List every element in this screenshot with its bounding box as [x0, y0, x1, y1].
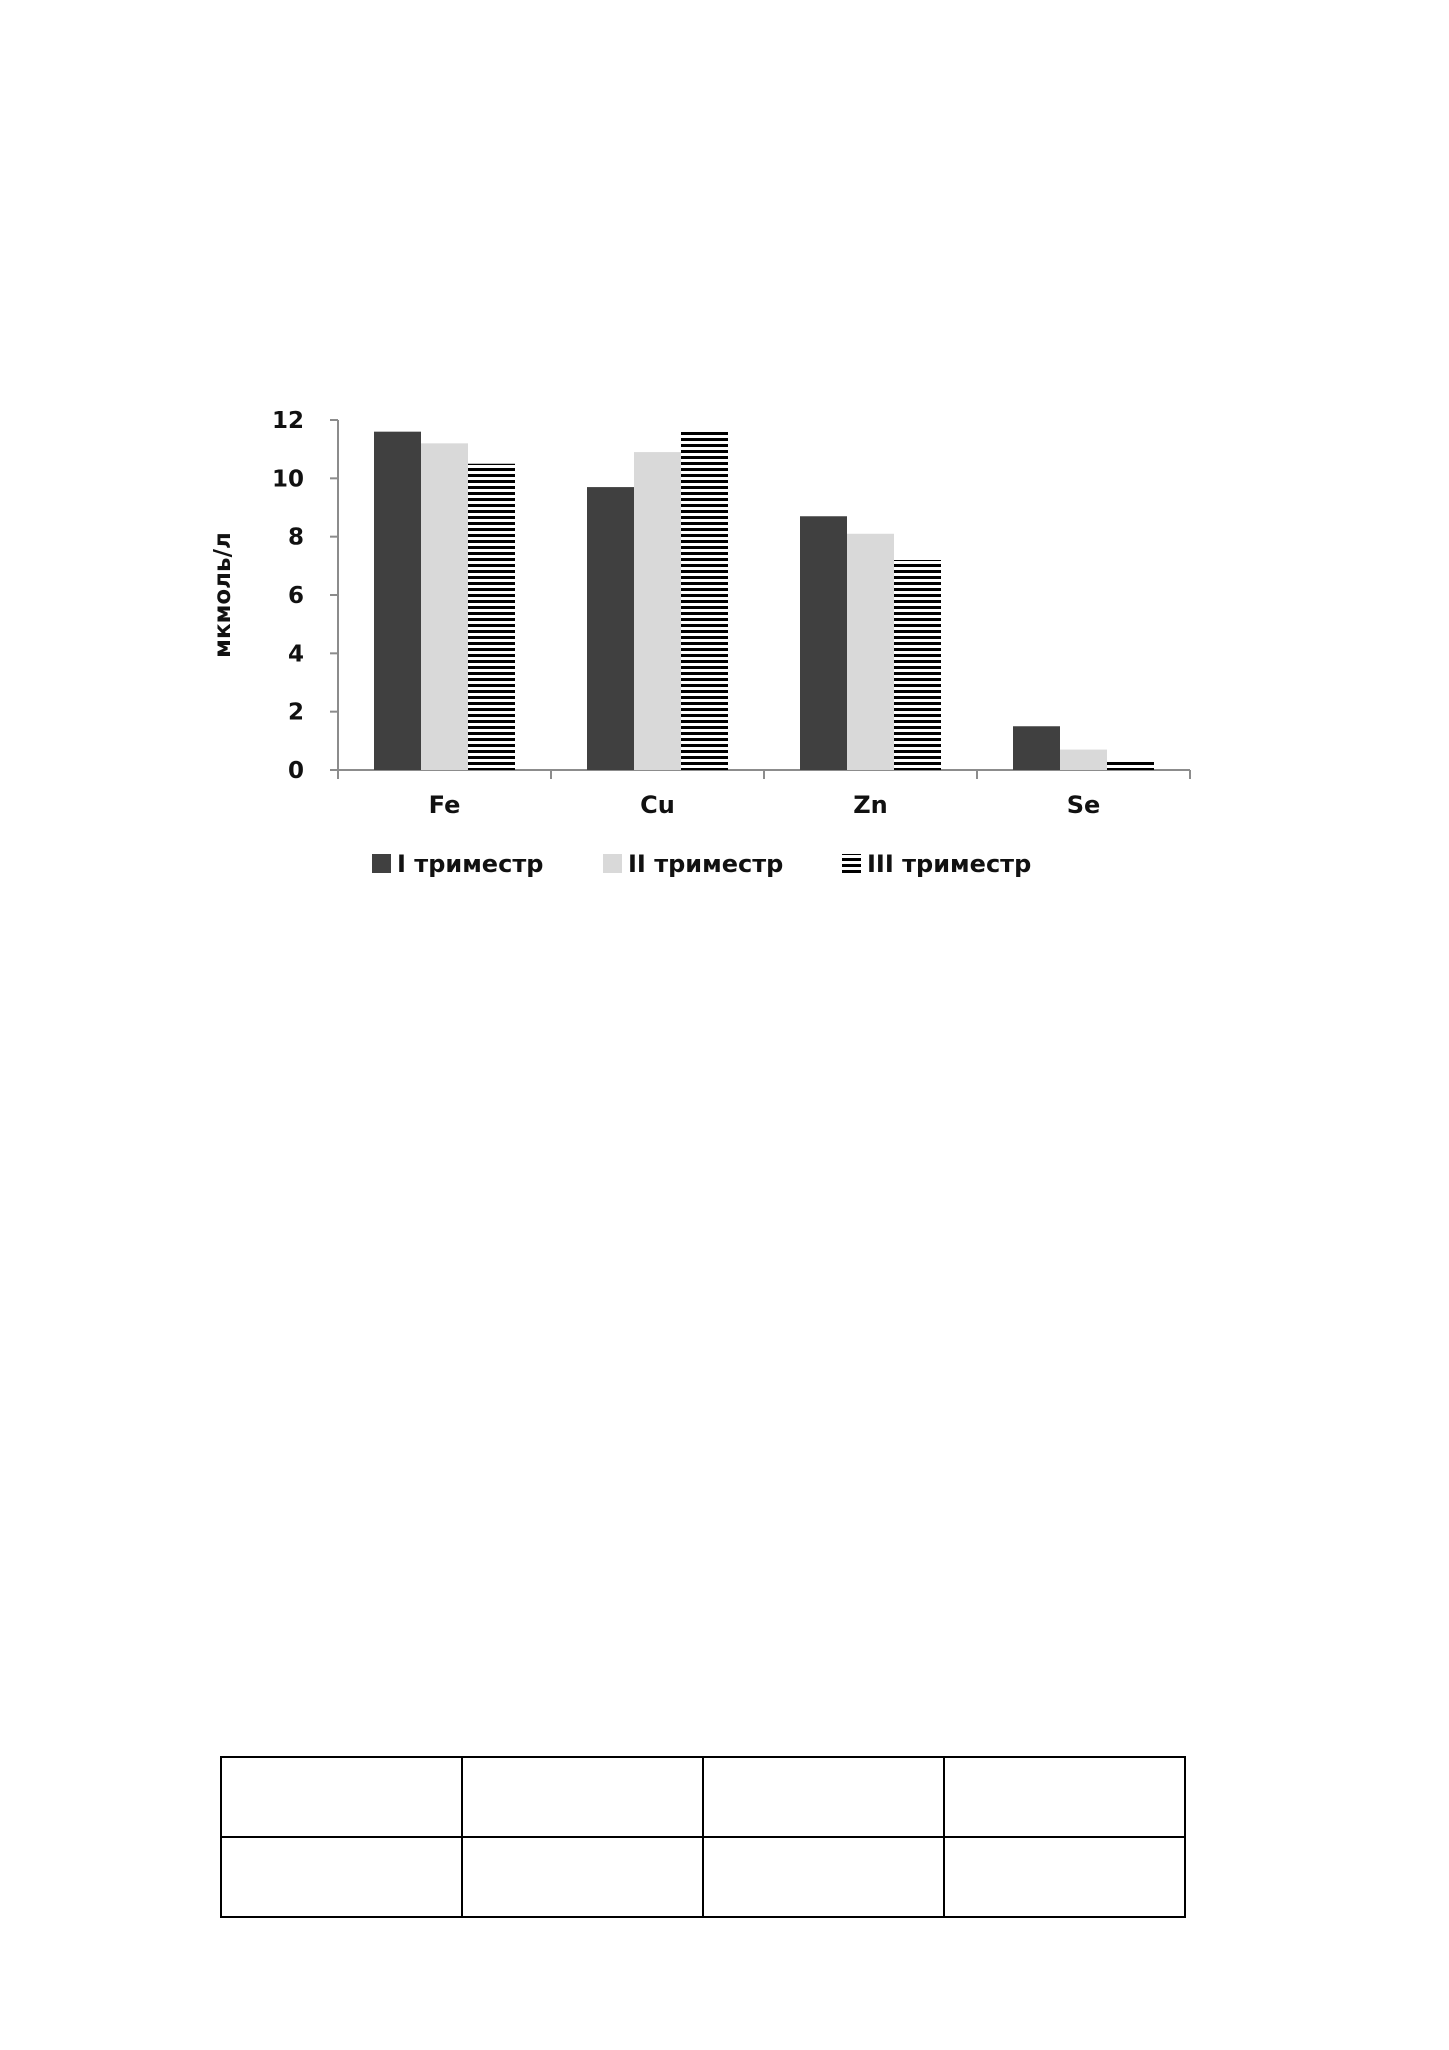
bar-fe-series-3 — [468, 464, 515, 770]
table-row — [221, 1837, 1185, 1917]
y-tick-label: 10 — [271, 466, 304, 493]
chart-legend — [372, 850, 1031, 878]
empty-table — [220, 1756, 1186, 1918]
bar-se-series-1 — [1013, 726, 1060, 770]
bar-cu-series-3 — [681, 432, 728, 770]
y-tick-label: 12 — [271, 408, 304, 434]
y-axis-label: мкмоль/л — [210, 532, 236, 658]
y-tick-label: 6 — [287, 583, 304, 609]
legend-swatch-series-2 — [603, 854, 622, 873]
bar-zn-series-1 — [800, 516, 847, 770]
legend-swatch-series-3 — [842, 854, 861, 873]
table-cell — [221, 1837, 462, 1917]
table-cell — [703, 1837, 944, 1917]
x-category-label: Se — [1066, 791, 1101, 819]
table-row — [221, 1757, 1185, 1837]
legend-swatch-series-1 — [372, 854, 391, 873]
bar-fe-series-2 — [421, 443, 468, 770]
bar-cu-series-1 — [587, 487, 634, 770]
table-cell — [462, 1837, 703, 1917]
legend-label-series-2: II триместр — [628, 850, 784, 878]
y-tick-label: 2 — [287, 699, 304, 726]
bar-se-series-2 — [1060, 750, 1107, 770]
x-category-label: Fe — [428, 791, 461, 819]
x-category-label: Zn — [853, 791, 888, 819]
y-tick-label: 4 — [287, 641, 304, 668]
table-cell — [462, 1757, 703, 1837]
table-cell — [221, 1757, 462, 1837]
y-tick-label: 8 — [287, 524, 304, 551]
bar-zn-series-3 — [894, 560, 941, 770]
legend-label-series-3: III триместр — [867, 850, 1032, 878]
x-category-label: Cu — [640, 791, 675, 819]
legend-label-series-1: I триместр — [397, 850, 544, 878]
table-cell — [944, 1757, 1185, 1837]
chart-bars — [374, 432, 1154, 770]
bar-fe-series-1 — [374, 432, 421, 770]
y-tick-label: 0 — [287, 758, 304, 784]
bar-se-series-3 — [1107, 760, 1154, 770]
bar-cu-series-2 — [634, 452, 681, 770]
bar-zn-series-2 — [847, 534, 894, 770]
table-cell — [703, 1757, 944, 1837]
table-cell — [944, 1837, 1185, 1917]
